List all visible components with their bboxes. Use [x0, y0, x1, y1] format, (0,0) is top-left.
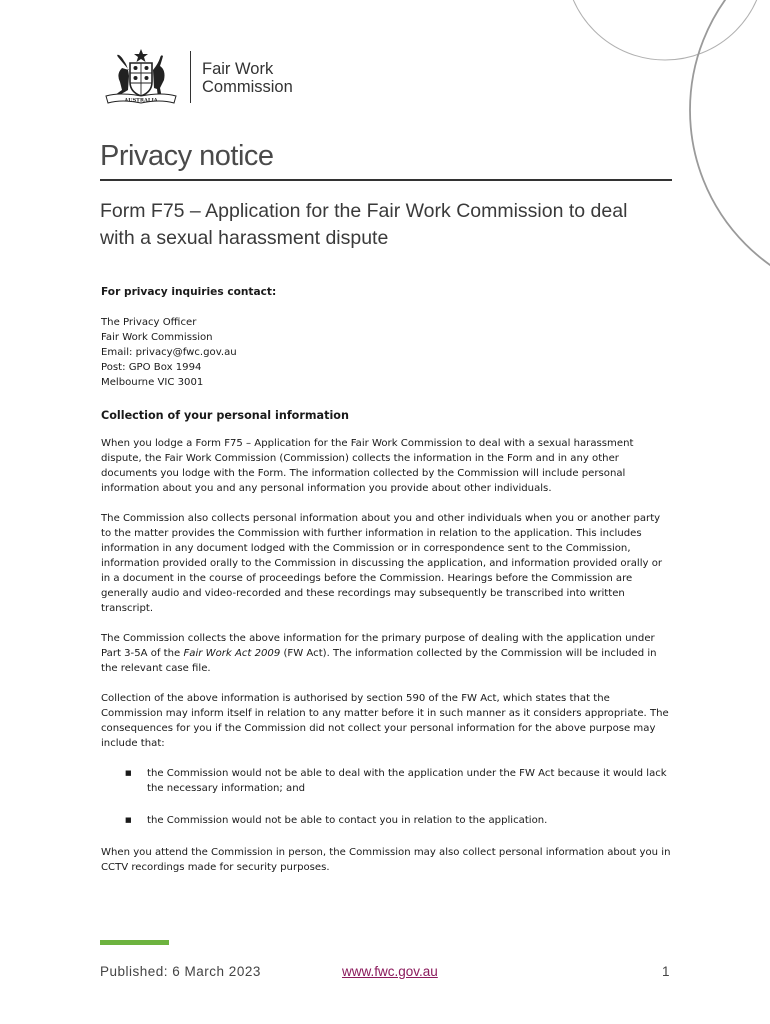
list-item [101, 813, 671, 828]
logo-divider [190, 51, 191, 103]
list-item-text: the Commission would not be able to deal with the application under the FW Act because it would lack the necessary information; and [147, 768, 667, 794]
paragraph [101, 631, 671, 676]
crest-text: AUSTRALIA [124, 97, 158, 104]
contact-line: Post: GPO Box 1994 [101, 362, 202, 373]
fair-work-commission-logo [100, 48, 310, 108]
consequences-list [101, 766, 671, 828]
paragraph: When you lodge a Form F75 – Application for the Fair Work Commission to deal with a sexual harassment dispute, the Fair Work Commission (Commission) collects the information in the Form and in any other documents you lodge with the Form. The information collected by the Commission will include personal information about you and any personal information you provide about other individuals. [101, 438, 634, 494]
list-item [101, 766, 671, 796]
contact-line: The Privacy Officer [101, 317, 197, 328]
bullet-icon: ■ [125, 769, 132, 777]
paragraph-text: (FW Act). The information collected by the Commission will be included in the relevant case file. [101, 648, 657, 674]
collection-heading: Collection of your personal information [101, 409, 349, 422]
footer-accent-bar [100, 940, 169, 945]
org-line-2: Commission [202, 78, 293, 96]
contact-address [101, 315, 671, 390]
act-name: Fair Work Act 2009 [183, 648, 281, 659]
title-rule [100, 179, 672, 181]
page-title: Privacy notice [100, 140, 274, 172]
paragraph-text: The Commission collects the above information for the primary purpose of dealing with the application under Part 3-5A of the [101, 633, 655, 659]
org-line-1: Fair Work [202, 60, 274, 78]
contact-heading: For privacy inquiries contact: [101, 286, 277, 298]
bullet-icon: ■ [125, 816, 132, 824]
page-number: 1 [662, 964, 670, 979]
list-item-text: the Commission would not be able to contact you in relation to the application. [147, 815, 548, 826]
published-date: Published: 6 March 2023 [100, 964, 261, 979]
website-link[interactable]: www.fwc.gov.au [342, 964, 438, 979]
contact-line: Melbourne VIC 3001 [101, 377, 204, 388]
paragraph: Collection of the above information is authorised by section 590 of the FW Act, which states that the Commission may inform itself in relation to any matter before it in such manner as it considers appropriate. The consequences for you if the Commission did not collect your personal information for the above purpose may include that: [101, 693, 669, 749]
organisation-name [202, 60, 293, 96]
document-body [101, 285, 671, 890]
contact-line: Fair Work Commission [101, 332, 213, 343]
paragraph: When you attend the Commission in person, the Commission may also collect personal information about you in CCTV recordings made for security purposes. [101, 847, 671, 873]
coat-of-arms-icon [100, 48, 182, 106]
paragraph: The Commission also collects personal information about you and other individuals when you or another party to the matter provides the Commission with further information in relation to the application. This includes information in any document lodged with the Commission or in correspondence sent to the Commission, information provided orally to the Commission in discussing the application, and information provided orally or in a document in the course of proceedings before the Commission. Hearings before the Commission are generally audio and video-recorded and these recordings may subsequently be transcribed into written transcript. [101, 513, 663, 614]
form-subtitle: Form F75 – Application for the Fair Work Commission to deal with a sexual harassment dispute [100, 200, 628, 249]
contact-email: Email: privacy@fwc.gov.au [101, 347, 237, 358]
